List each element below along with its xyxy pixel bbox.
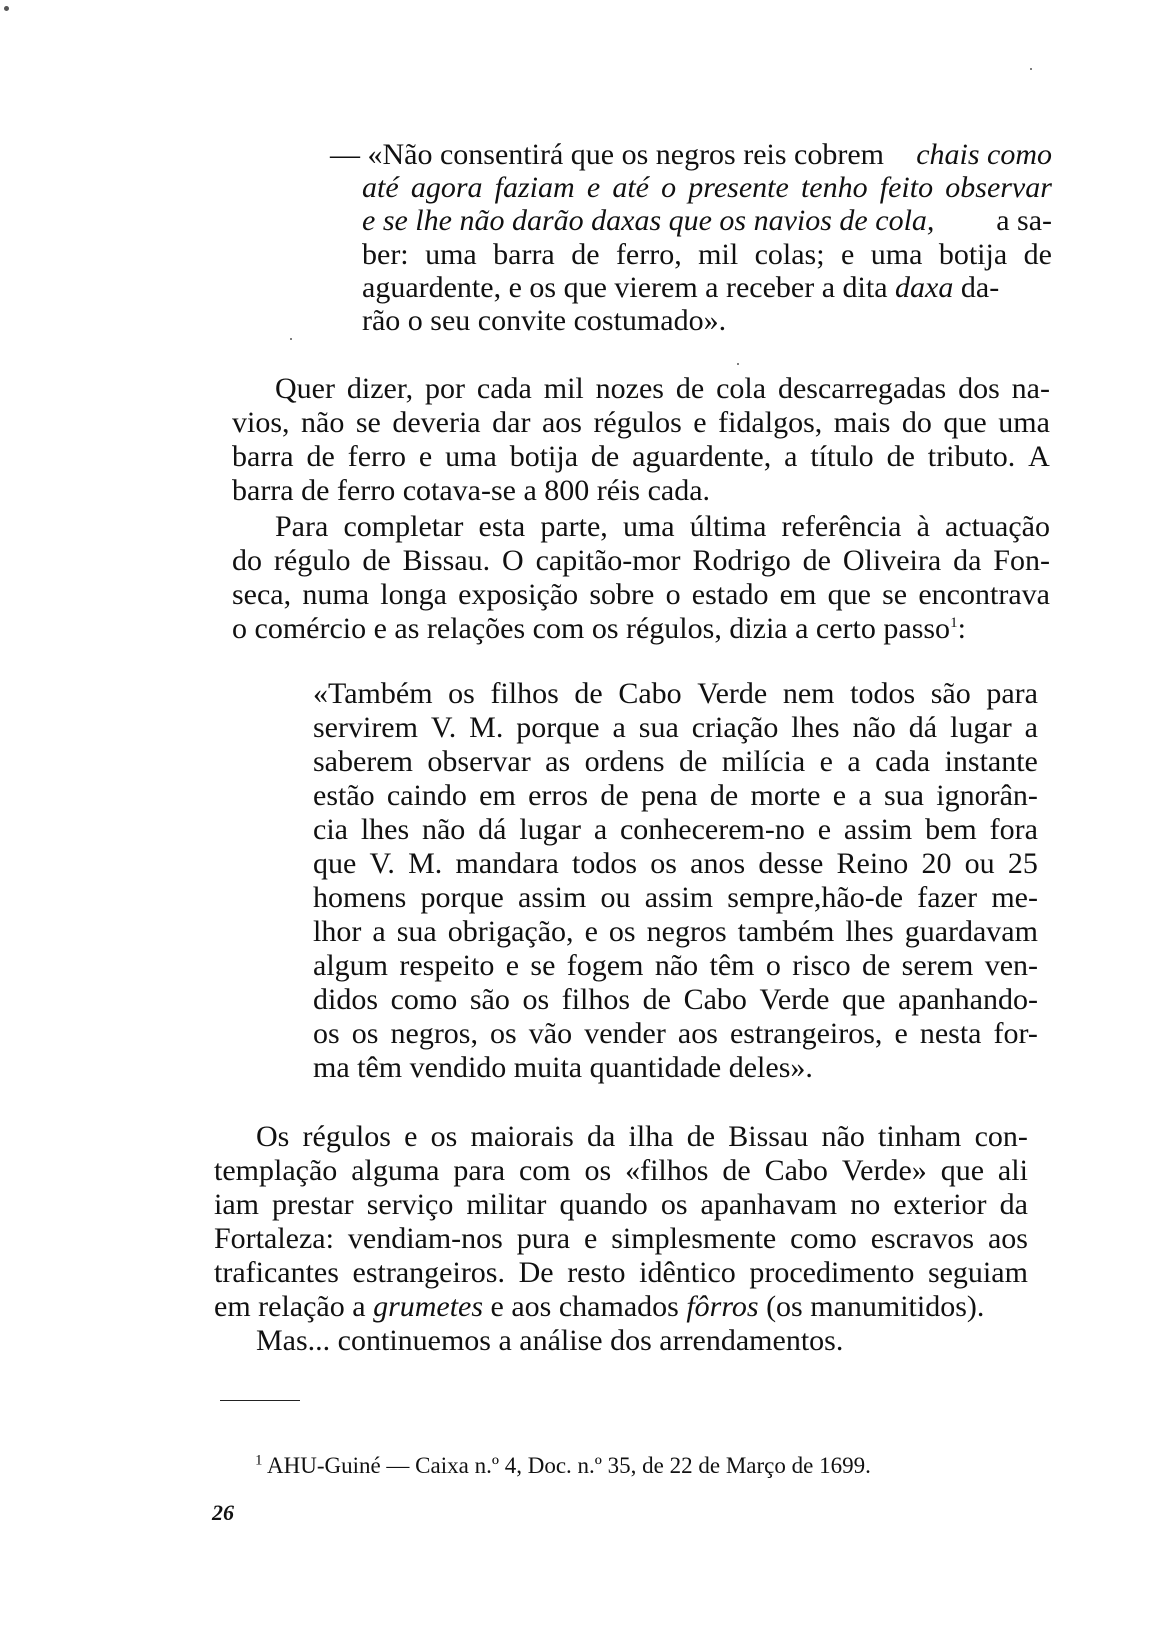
word: a <box>593 813 608 846</box>
word: o <box>765 949 781 982</box>
para2-line-4: o comércio e as relações com os régulos, dizia a certo passo$^1$: <box>232 612 966 645</box>
word: idêntico <box>639 1256 736 1289</box>
para3-line-6: em relação a grumetes e aos chamados fôrros (os manumitidos). <box>214 1290 985 1323</box>
word: uma <box>425 238 477 271</box>
word: os <box>448 677 475 710</box>
word: con- <box>974 1120 1028 1153</box>
word: de <box>886 440 915 473</box>
word: barra <box>493 238 555 271</box>
word: seca, <box>232 578 292 611</box>
word: negros <box>646 915 727 948</box>
para1-line-3 <box>232 440 1050 474</box>
para2-line-2 <box>232 544 1050 578</box>
word: presente <box>688 171 789 204</box>
word: não <box>301 406 345 439</box>
word: de <box>362 544 391 577</box>
word: Reino <box>836 847 909 880</box>
word: O <box>502 544 524 577</box>
word: todos <box>850 677 916 710</box>
word: faziam <box>494 171 575 204</box>
quote1-line-6: rão o seu convite costumado». <box>362 304 727 337</box>
word: Para <box>275 510 329 543</box>
word: prestar <box>272 1188 354 1221</box>
word: os <box>490 1017 517 1050</box>
word: actuação <box>945 510 1050 543</box>
word: os <box>313 1017 340 1050</box>
word: porque <box>516 711 600 744</box>
word: de <box>590 440 620 473</box>
word: dos <box>958 372 1000 405</box>
word: para <box>453 1154 506 1187</box>
word: os <box>430 1120 458 1153</box>
word: de <box>675 372 705 405</box>
word: dá <box>908 711 938 744</box>
word: se <box>355 406 381 439</box>
footnote <box>255 1452 871 1480</box>
word: Verde <box>697 677 768 710</box>
word: porque <box>420 881 504 914</box>
word: anos <box>690 847 746 880</box>
quote1-line-1: — «Não consentirá que os negros reis cobrem chais como <box>330 138 1052 171</box>
word: de <box>709 779 739 812</box>
word: de <box>571 238 600 271</box>
word: nozes <box>595 372 664 405</box>
quote2-line-12: ma têm vendido muita quantidade deles». <box>313 1051 813 1084</box>
word: os <box>660 1188 688 1221</box>
word: seguiam <box>927 1256 1028 1289</box>
word: desse <box>758 847 824 880</box>
word: caindo <box>386 779 467 812</box>
word: ber: <box>362 238 409 271</box>
word: que <box>842 983 886 1016</box>
word: V. <box>369 847 395 880</box>
word: «Também <box>313 677 433 710</box>
word: agora <box>410 171 483 204</box>
quote2-line-5 <box>313 813 1038 847</box>
word: com <box>518 1154 571 1187</box>
word: mandara <box>455 847 559 880</box>
word: serem <box>901 949 974 982</box>
para3-line-5 <box>214 1256 1028 1290</box>
word: ou <box>600 881 631 914</box>
word: título <box>810 440 874 473</box>
word: «filhos <box>625 1154 709 1187</box>
word: por <box>425 372 466 405</box>
word: se <box>530 949 556 982</box>
word: e <box>404 1120 418 1153</box>
word: vendiam-nos <box>347 1222 503 1255</box>
word: até <box>362 171 399 204</box>
word: cola <box>716 372 767 405</box>
word: didos <box>313 983 379 1016</box>
word: completar <box>343 510 464 543</box>
word: estrangeiros. <box>352 1256 505 1289</box>
word: lugar <box>519 813 581 846</box>
word: lhes <box>791 711 840 744</box>
word: de <box>1023 238 1052 271</box>
word: algum <box>313 949 388 982</box>
footnote-reference[interactable]: 1 <box>950 615 958 631</box>
word: de <box>642 983 671 1016</box>
scan-speck <box>4 6 9 11</box>
quote2-line-3 <box>313 745 1038 779</box>
word: colas; <box>754 238 825 271</box>
word: que <box>943 406 987 439</box>
para1-line-1 <box>275 372 1050 406</box>
word: esta <box>478 510 526 543</box>
word: que <box>827 578 871 611</box>
word: não <box>821 1120 865 1153</box>
word: Cabo <box>618 677 682 710</box>
word: barra <box>232 440 294 473</box>
word: Verde <box>759 983 830 1016</box>
word: apanhavam <box>700 1188 838 1221</box>
word: aos <box>987 1222 1028 1255</box>
word: e <box>586 171 601 204</box>
word: aguardente, <box>632 440 772 473</box>
quote2-line-1 <box>313 677 1038 711</box>
word: Fortaleza: <box>214 1222 334 1255</box>
word: sua <box>884 779 924 812</box>
word: assim <box>518 881 587 914</box>
word: os <box>608 915 636 948</box>
word: procedimento <box>749 1256 915 1289</box>
word: sua <box>396 915 437 948</box>
word: lhes <box>845 915 894 948</box>
word: quando <box>559 1188 648 1221</box>
word: apanhando- <box>898 983 1038 1016</box>
para3-line-4 <box>214 1222 1028 1256</box>
word: a <box>847 745 861 778</box>
word: ali <box>997 1154 1028 1187</box>
word: os <box>522 983 550 1016</box>
word: sempre,hão-de <box>727 881 904 914</box>
quote1-line-2 <box>362 171 1052 205</box>
quote2-line-2 <box>313 711 1038 745</box>
word: a <box>858 779 872 812</box>
word: que <box>940 1154 985 1187</box>
word: fora <box>989 813 1038 846</box>
word: escravos <box>870 1222 975 1255</box>
word: que <box>313 847 357 880</box>
word: homens <box>313 881 407 914</box>
word: referência <box>781 510 902 543</box>
word: observar <box>945 171 1052 204</box>
word: de <box>686 1120 716 1153</box>
quote2-line-10 <box>313 983 1038 1017</box>
word: Cabo <box>683 983 747 1016</box>
word: régulos <box>593 406 682 439</box>
word: morte <box>750 779 821 812</box>
word: os <box>650 847 677 880</box>
word: Rodrigo <box>692 544 791 577</box>
scan-speck <box>737 363 739 365</box>
word: resto <box>567 1256 626 1289</box>
word: também <box>737 915 835 948</box>
word: Bissau <box>728 1120 809 1153</box>
word: uma <box>870 238 923 271</box>
word: como <box>790 1222 857 1255</box>
footnote-marker: 1 <box>255 1452 263 1469</box>
word: e <box>693 406 707 439</box>
word: militar <box>466 1188 547 1221</box>
word: cada <box>875 745 931 778</box>
word: ven- <box>984 949 1038 982</box>
word: vios, <box>232 406 290 439</box>
word: M. <box>469 711 504 744</box>
word: uma <box>998 406 1050 439</box>
word: a <box>784 440 798 473</box>
quote2-line-11 <box>313 1017 1038 1051</box>
para3-line-2 <box>214 1154 1028 1188</box>
word: e <box>418 440 433 473</box>
para1-line-4: barra de ferro cotava-se a 800 réis cada. <box>232 474 711 507</box>
word: Cabo <box>764 1154 828 1187</box>
word: não <box>852 711 896 744</box>
word: vender <box>584 1017 666 1050</box>
word: observar <box>427 745 531 778</box>
word: e <box>894 1017 908 1050</box>
word: cia <box>313 813 348 846</box>
word: lhor <box>313 915 362 948</box>
page-number: 26 <box>212 1500 234 1525</box>
word: estrangeiros, <box>729 1017 883 1050</box>
word: régulo <box>273 544 351 577</box>
word: tenho <box>800 171 868 204</box>
word: iam <box>214 1188 259 1221</box>
word: Fon- <box>993 544 1050 577</box>
word: criação <box>691 711 779 744</box>
word: última <box>689 510 767 543</box>
para1-line-2 <box>232 406 1050 440</box>
word: Bissau. <box>402 544 491 577</box>
word: da <box>587 1120 616 1153</box>
word: as <box>545 745 571 778</box>
word: botija <box>509 440 579 473</box>
word: milícia <box>721 745 806 778</box>
word: instante <box>944 745 1038 778</box>
word: e <box>841 238 855 271</box>
word: ou <box>964 847 995 880</box>
word: e <box>584 1222 598 1255</box>
word: A <box>1028 440 1050 473</box>
word: maiorais <box>470 1120 574 1153</box>
word: mais <box>833 406 891 439</box>
word: dá <box>478 813 507 846</box>
word: de <box>861 949 891 982</box>
scan-speck <box>290 338 292 340</box>
word: Verde» <box>841 1154 927 1187</box>
footnote-text: AHU-Guiné — Caixa n.º 4, Doc. n.º 35, de 22 de Março de 1699. <box>266 1453 871 1478</box>
word: ignorân- <box>936 779 1038 812</box>
word: e <box>819 745 833 778</box>
word: erros <box>528 779 589 812</box>
word: servirem <box>313 711 418 744</box>
para2-line-1 <box>275 510 1050 544</box>
quote2-line-6 <box>313 847 1038 881</box>
word: a <box>372 915 386 948</box>
word: a <box>1024 711 1038 744</box>
word: fidalgos, <box>718 406 823 439</box>
word: têm <box>709 949 755 982</box>
word: uma <box>622 510 675 543</box>
word: aos <box>541 406 582 439</box>
word: serviço <box>366 1188 454 1221</box>
word: exterior <box>893 1188 987 1221</box>
word: dizer, <box>346 372 414 405</box>
word: e <box>832 779 847 812</box>
word: guardavam <box>904 915 1038 948</box>
word: tinham <box>878 1120 962 1153</box>
paragraph-4: Mas... continuemos a análise dos arrendamentos. <box>256 1324 844 1357</box>
quote2-line-8 <box>313 915 1038 949</box>
word: vão <box>528 1017 573 1050</box>
word: fazer <box>917 881 978 914</box>
word: de <box>600 779 629 812</box>
word: filhos <box>561 983 631 1016</box>
word: em <box>779 578 817 611</box>
quote1-line-3: e se lhe não darão daxas que os navios de cola, a sa- <box>362 204 1052 237</box>
word: respeito <box>399 949 495 982</box>
word: até <box>612 171 649 204</box>
word: de <box>722 1154 751 1187</box>
word: conhecerem-no <box>619 813 805 846</box>
word: alguma <box>351 1154 440 1187</box>
word: deveria <box>392 406 481 439</box>
word: ferro <box>347 440 407 473</box>
word: para <box>986 677 1038 710</box>
word: mil <box>543 372 584 405</box>
word: sobre <box>589 578 655 611</box>
word: Os <box>256 1120 290 1153</box>
word: 25 <box>1007 847 1038 880</box>
word: fogem <box>566 949 644 982</box>
word: longa <box>380 578 447 611</box>
word: nem <box>782 677 835 710</box>
word: encontrava <box>918 578 1050 611</box>
word: simplesmente <box>611 1222 777 1255</box>
word: me- <box>991 881 1038 914</box>
word: obrigação, <box>447 915 574 948</box>
word: se <box>882 578 908 611</box>
word: M. <box>408 847 443 880</box>
word: estado <box>691 578 769 611</box>
word: à <box>916 510 930 543</box>
word: pena <box>640 779 698 812</box>
word: descarregadas <box>777 372 947 405</box>
word: cada <box>476 372 532 405</box>
word: 20 <box>921 847 952 880</box>
word: Oliveira <box>842 544 942 577</box>
word: são <box>930 677 971 710</box>
word: e <box>817 813 832 846</box>
word: for- <box>993 1017 1038 1050</box>
word: numa <box>302 578 370 611</box>
word: e <box>584 915 598 948</box>
word: régulos <box>302 1120 391 1153</box>
word: da <box>999 1188 1028 1221</box>
word: saberem <box>313 745 413 778</box>
word: templação <box>214 1154 338 1187</box>
quote2-line-9 <box>313 949 1038 983</box>
word: capitão-mor <box>535 544 681 577</box>
word: pura <box>516 1222 571 1255</box>
word: do <box>901 406 932 439</box>
scan-speck <box>1030 68 1032 70</box>
word: e <box>505 949 520 982</box>
word: lhes <box>360 813 410 846</box>
word: dar <box>492 406 531 439</box>
quote1-line-5: aguardente, e os que vierem a receber a dita daxa da- <box>362 271 1000 304</box>
word: feito <box>879 171 934 204</box>
word: do <box>232 544 262 577</box>
word: são <box>469 983 510 1016</box>
word: o <box>665 578 681 611</box>
para3-line-1 <box>256 1120 1028 1154</box>
word: nesta <box>919 1017 982 1050</box>
word: de <box>574 677 603 710</box>
word: em <box>479 779 516 812</box>
word: não <box>654 949 699 982</box>
word: na- <box>1011 372 1050 405</box>
word: mil <box>698 238 739 271</box>
word: ordens <box>584 745 665 778</box>
quote1-line-4 <box>362 238 1052 272</box>
word: risco <box>792 949 851 982</box>
word: assim <box>843 813 913 846</box>
word: os <box>584 1154 612 1187</box>
word: os <box>351 1017 379 1050</box>
word: uma <box>445 440 497 473</box>
word: bem <box>925 813 977 846</box>
word: a <box>612 711 626 744</box>
word: como <box>390 983 458 1016</box>
para2-line-3 <box>232 578 1050 612</box>
word: ilha <box>628 1120 674 1153</box>
word: de <box>679 745 708 778</box>
word: ferro, <box>615 238 682 271</box>
word: assim <box>644 881 714 914</box>
word: de <box>306 440 335 473</box>
word: não <box>421 813 466 846</box>
word: lugar <box>950 711 1012 744</box>
word: todos <box>571 847 637 880</box>
word: filhos <box>490 677 559 710</box>
quote2-line-4 <box>313 779 1038 813</box>
word: Quer <box>275 372 335 405</box>
word: o <box>661 171 677 204</box>
word: exposição <box>458 578 579 611</box>
word: aos <box>677 1017 718 1050</box>
word: da <box>953 544 982 577</box>
word: tributo. <box>927 440 1016 473</box>
word: botija <box>938 238 1008 271</box>
word: de <box>802 544 831 577</box>
word: negros, <box>390 1017 478 1050</box>
footnote-divider <box>220 1400 300 1401</box>
para3-line-3 <box>214 1188 1028 1222</box>
word: traficantes <box>214 1256 339 1289</box>
word: no <box>850 1188 881 1221</box>
quote2-line-7 <box>313 881 1038 915</box>
word: estão <box>313 779 375 812</box>
word: sua <box>638 711 679 744</box>
word: parte, <box>540 510 608 543</box>
word: De <box>518 1256 554 1289</box>
word: V. <box>430 711 457 744</box>
